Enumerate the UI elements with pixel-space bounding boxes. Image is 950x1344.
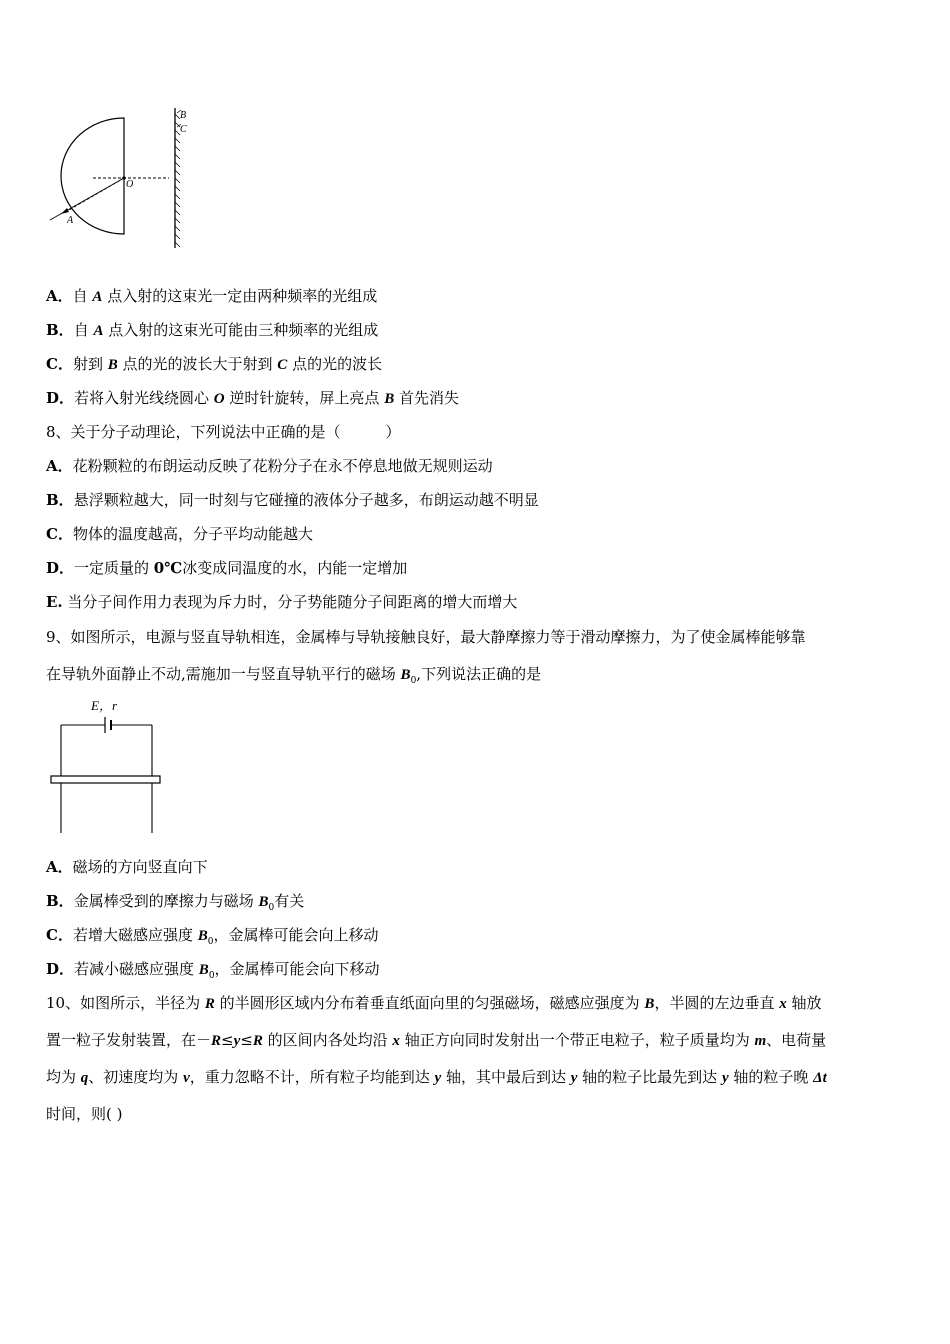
label-b: B	[180, 110, 187, 121]
label-c: C	[180, 124, 187, 135]
q9-option-a: A．磁场的方向竖直向下	[46, 858, 208, 876]
q9-stem-line1: 9、如图所示，电源与竖直导轨相连，金属棒与导轨接触良好，最大静摩擦力等于滑动摩擦力，为了使金属棒能够靠	[46, 628, 806, 646]
q9-option-d: D．若减小磁感应强度 $B_0$，金属棒可能会向下移动	[46, 960, 380, 981]
q9-stem-line2: 在导轨外面静止不动,需施加一与竖直导轨平行的磁场 $B_0$,下列说法正确的是	[46, 665, 542, 686]
label-o: O	[126, 179, 134, 190]
q8-option-e: E. 当分子间作用力表现为斥力时，分子势能随分子间距离的增大而增大	[46, 593, 518, 611]
q7-option-a: A．自 A 点入射的这束光一定由两种频率的光组成	[46, 287, 378, 305]
circuit-figure	[45, 694, 170, 836]
metal-rod	[51, 776, 160, 783]
q9-option-c: C．若增大磁感应强度 $B_0$，金属棒可能会向上移动	[46, 926, 379, 947]
q10-line2: 置一粒子发射装置，在－R≤y≤R 的区间内各处均沿 x 轴正方向同时发射出一个带正电粒子，粒子质量均为 m、电荷量	[46, 1031, 827, 1049]
q8-option-d: D．一定质量的 0℃冰变成同温度的水，内能一定增加	[46, 559, 408, 577]
emf-label: E，r	[91, 698, 118, 713]
label-a: A	[67, 215, 74, 226]
q10-line1: 10、如图所示，半径为 R 的半圆形区域内分布着垂直纸面向里的匀强磁场，磁感应强度为 B，半圆的左边垂直 x 轴放	[46, 994, 822, 1012]
q10-line4: 时间，则( )	[46, 1105, 123, 1123]
q10-line3: 均为 q、初速度均为 v，重力忽略不计，所有粒子均能到达 y 轴，其中最后到达 y 轴的粒子比最先到达 y 轴的粒子晚 Δt	[46, 1068, 827, 1086]
q7-option-b: B．自 A 点入射的这束光可能由三种频率的光组成	[46, 321, 379, 339]
arrow-head	[61, 208, 69, 214]
q9-option-b: B．金属棒受到的摩擦力与磁场 $B_0$有关	[46, 892, 305, 913]
q8-option-a: A．花粉颗粒的布朗运动反映了花粉分子在永不停息地做无规则运动	[46, 457, 493, 475]
q7-option-d: D．若将入射光线绕圆心 O 逆时针旋转，屏上亮点 B 首先消失	[46, 389, 459, 407]
q8-stem: 8、关于分子动理论，下列说法中正确的是（ ）	[46, 423, 401, 441]
q8-option-c: C．物体的温度越高，分子平均动能越大	[46, 525, 313, 543]
optics-figure	[45, 104, 195, 252]
q7-option-c: C．射到 B 点的光的波长大于射到 C 点的光的波长	[46, 355, 383, 373]
q8-option-b: B．悬浮颗粒越大，同一时刻与它碰撞的液体分子越多，布朗运动越不明显	[46, 491, 539, 509]
